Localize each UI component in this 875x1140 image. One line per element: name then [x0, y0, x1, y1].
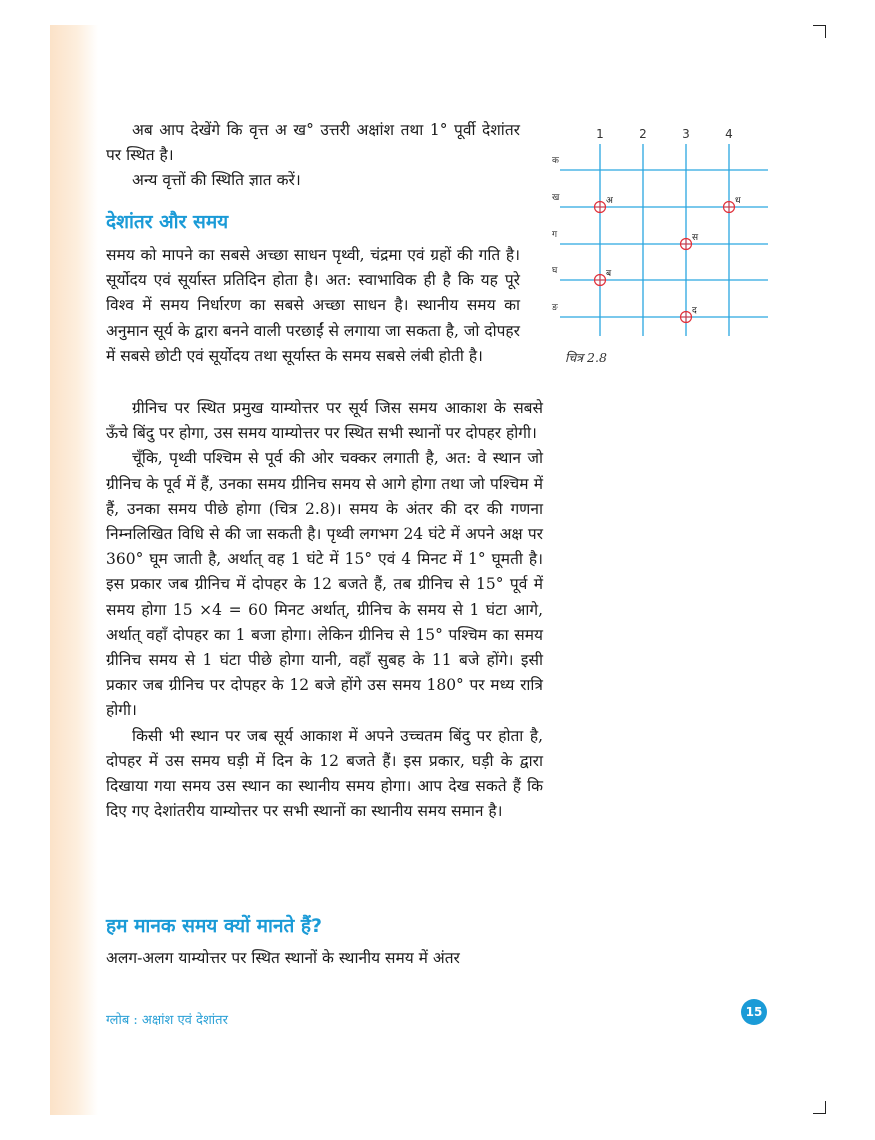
grid-figure [540, 118, 780, 348]
section2-body [106, 946, 543, 971]
intro-line-1: अब आप देखेंगे कि वृत्त अ ख° उत्तरी अक्षांश तथा 1° पूर्वी देशांतर पर स्थित है। [106, 121, 520, 165]
grid-column-label: 1 [596, 127, 604, 141]
section2-para-1: अलग-अलग याम्योत्तर पर स्थित स्थानों के स्थानीय समय में अंतर [106, 949, 460, 967]
crop-mark-bottom-right [813, 1101, 826, 1114]
grid-column-label: 2 [639, 127, 647, 141]
grid-row-label: ख [552, 193, 560, 203]
grid-point-label: द [692, 306, 697, 316]
grid-point-label: स [692, 233, 699, 243]
grid-row-label: ङ [552, 303, 558, 313]
section1-para-3: चूँकि, पृथ्वी पश्चिम से पूर्व की ओर चक्कर लगाती है, अत: वे स्थान जो ग्रीनिच के पूर्व में हैं, उनका समय ग्रीनिच समय से आगे होगा तथा जो पश्चिम में हैं, उनका समय पीछे होगा (चित्र 2.8)। समय के अंतर की दर की गणना निम्नलिखित विधि से की जा सकती है। पृथ्वी लगभग 24 घंटे में अपने अक्ष पर 360° घूम जाती है, अर्थात् वह 1 घंटे में 15° एवं 4 मिनट में 1° घूमती है। इस प्रकार जब ग्रीनिच में दोपहर के 12 बजते हैं, तब ग्रीनिच से 15° पूर्व में समय होगा 15 ×4 = 60 मिनट अर्थात्, ग्रीनिच के समय से 1 घंटा आगे, अर्थात् वहाँ दोपहर का 1 बजा होगा। लेकिन ग्रीनिच से 15° पश्चिम का समय ग्रीनिच समय से 1 घंटा पीछे होगा यानी, वहाँ सुबह के 11 बजे होंगे। इसी प्रकार जब ग्रीनिच पर दोपहर के 12 बजे होंगे उस समय 180° पर मध्य रात्रि होगी। [106, 449, 543, 720]
grid-point-label: ध [735, 196, 741, 206]
figure-caption: चित्र 2.8 [565, 350, 607, 365]
grid-point-label: ब [606, 269, 612, 279]
section-heading-standard-time: हम मानक समय क्यों मानते हैं? [106, 915, 323, 937]
section1-para-1: समय को मापने का सबसे अच्छा साधन पृथ्वी, चंद्रमा एवं ग्रहों की गति है। सूर्योदय एवं सूर्यास्त प्रतिदिन होता है। अत: स्वाभाविक ही है कि यह पूरे विश्व में समय निर्धारण का सबसे अच्छा साधन है। स्थानीय समय का अनुमान सूर्य के द्वारा बनने वाली परछाईं से लगाया जा सकता है, जो दोपहर में सबसे छोटी एवं सूर्योदय तथा सूर्यास्त के समय सबसे लंबी होती है। [106, 246, 520, 365]
intro-line-2: अन्य वृत्तों की स्थिति ज्ञात करें। [132, 171, 301, 190]
section-heading-longitude-time: देशांतर और समय [106, 211, 229, 233]
grid-row-label: घ [552, 266, 558, 276]
page-number-badge: 15 [741, 999, 767, 1025]
crop-mark-top-right [813, 25, 826, 38]
grid-svg [540, 118, 780, 348]
section1-body [106, 396, 543, 824]
grid-column-label: 4 [725, 127, 733, 141]
grid-row-label: क [552, 156, 559, 166]
intro-text [106, 118, 520, 194]
grid-row-label: ग [552, 230, 558, 240]
section1-para-4: किसी भी स्थान पर जब सूर्य आकाश में अपने उच्चतम बिंदु पर होता है, दोपहर में उस समय घड़ी में दिन के 12 बजते हैं। इस प्रकार, घड़ी के द्वारा दिखाया गया समय उस स्थान का स्थानीय समय होगा। आप देख सकते हैं कि दिए गए देशांतरीय याम्योत्तर पर सभी स्थानों का स्थानीय समय समान है। [106, 726, 543, 821]
page-margin-strip [50, 25, 98, 1115]
footer-chapter-title: ग्लोब : अक्षांश एवं देशांतर [106, 1013, 228, 1028]
grid-point-label: अ [606, 196, 613, 206]
grid-column-label: 3 [682, 127, 690, 141]
section1-para-1-block [106, 243, 520, 369]
section1-para-2: ग्रीनिच पर स्थित प्रमुख याम्योत्तर पर सूर्य जिस समय आकाश के सबसे ऊँचे बिंदु पर होगा, उस समय याम्योत्तर पर स्थित सभी स्थानों पर दोपहर होगी। [106, 399, 543, 443]
